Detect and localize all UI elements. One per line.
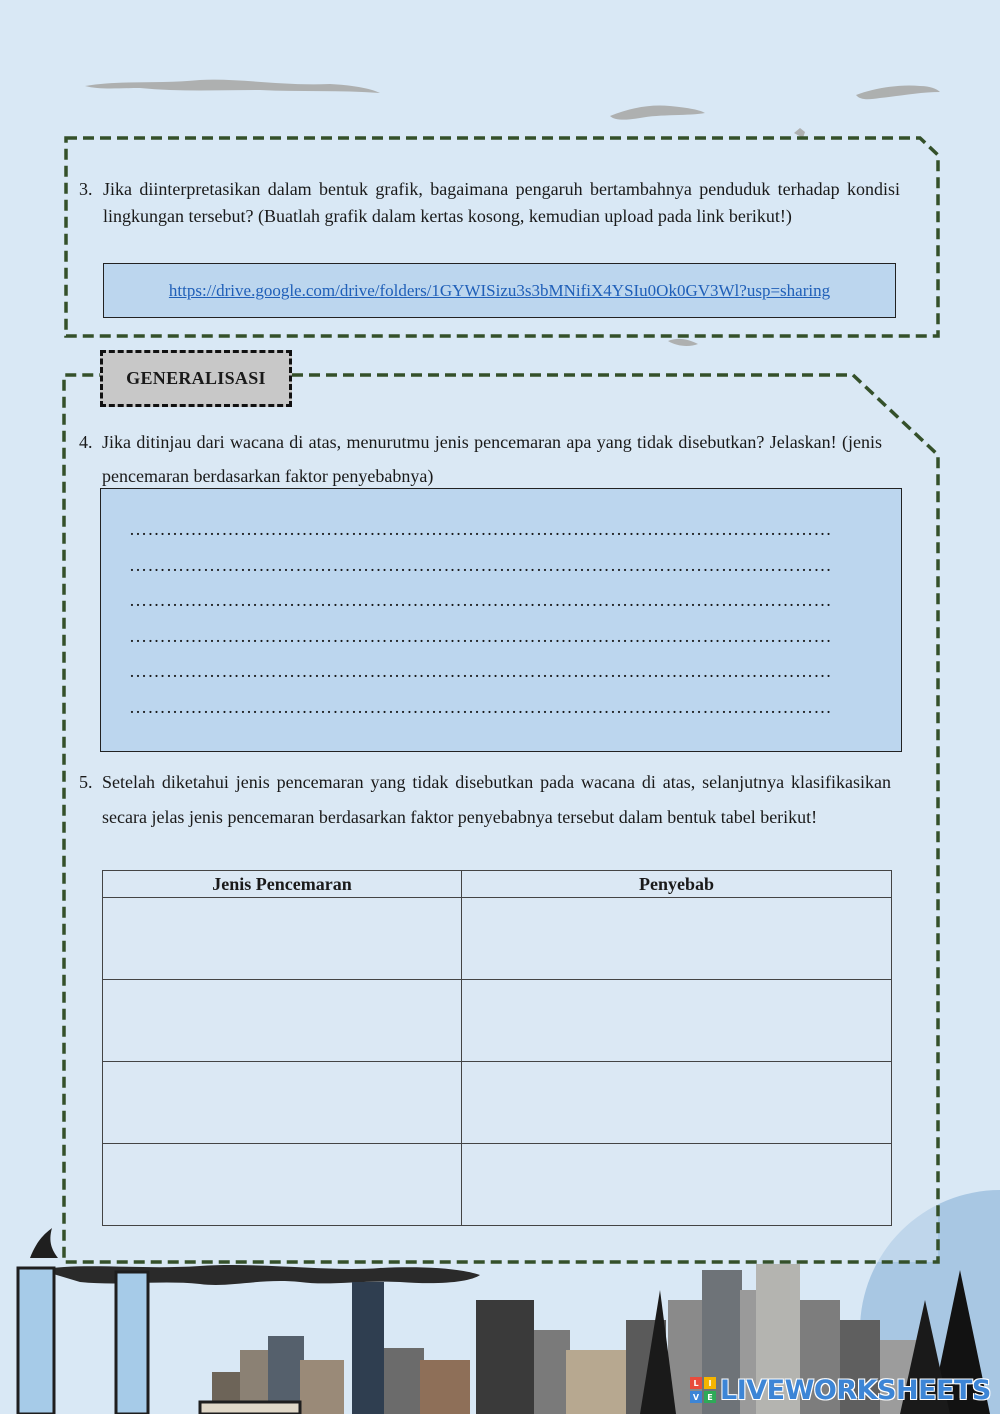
answer-line: …………………………………………………………………………………………………… <box>129 519 832 539</box>
table-cell-jenis[interactable] <box>103 980 462 1062</box>
table-row <box>103 1062 892 1144</box>
question-4-number: 4. <box>79 432 93 452</box>
table-row <box>103 898 892 980</box>
table-header-row <box>103 871 892 898</box>
table-row <box>103 980 892 1062</box>
answer-line: …………………………………………………………………………………………………… <box>129 554 832 575</box>
answer-line: …………………………………………………………………………………………………… <box>129 625 832 646</box>
table-cell-penyebab[interactable] <box>462 1144 892 1226</box>
answer-line: …………………………………………………………………………………………………… <box>129 696 832 717</box>
question-3-text: Jika diinterpretasikan dalam bentuk grafik, bagaimana pengaruh bertambahnya penduduk terhadap kondisi lingkungan tersebut? (Buatlah grafik dalam kertas kosong, kemudian upload pada link berikut!) <box>103 179 900 226</box>
table-cell-penyebab[interactable] <box>462 1062 892 1144</box>
table-cell-penyebab[interactable] <box>462 898 892 980</box>
link-box <box>103 263 896 318</box>
table-cell-jenis[interactable] <box>103 1144 462 1226</box>
liveworksheets-logo-icon: L I V E <box>690 1377 716 1403</box>
watermark-text: LIVEWORKSHEETS <box>720 1374 991 1406</box>
liveworksheets-watermark <box>690 1374 991 1406</box>
section-label-generalisasi: GENERALISASI <box>100 350 292 407</box>
answer-box[interactable] <box>100 488 902 752</box>
question-5-number: 5. <box>79 772 93 792</box>
table-cell-jenis[interactable] <box>103 1062 462 1144</box>
table-cell-jenis[interactable] <box>103 898 462 980</box>
question-4-text: Jika ditinjau dari wacana di atas, menurutmu jenis pencemaran apa yang tidak disebutkan? Jelaskan! (jenis pencemaran berdasarkan faktor penyebabnya) <box>102 432 882 486</box>
answer-line: …………………………………………………………………………………………………… <box>129 590 832 610</box>
classification-table <box>102 870 892 1226</box>
table-cell-penyebab[interactable] <box>462 980 892 1062</box>
table-row <box>103 1144 892 1226</box>
question-3-number: 3. <box>79 179 93 199</box>
drive-link[interactable]: https://drive.google.com/drive/folders/1GYWISizu3s3bMNifiX4YSIu0Ok0GV3Wl?usp=sharing <box>168 280 831 300</box>
header-penyebab: Penyebab <box>462 871 892 898</box>
question-5-text: Setelah diketahui jenis pencemaran yang tidak disebutkan pada wacana di atas, selanjutnya klasifikasikan secara jelas jenis pencemaran berdasarkan faktor penyebabnya tersebut dalam bentuk tabel berikut! <box>102 772 891 827</box>
header-jenis-pencemaran: Jenis Pencemaran <box>103 871 462 898</box>
answer-line: …………………………………………………………………………………………………… <box>129 661 832 681</box>
